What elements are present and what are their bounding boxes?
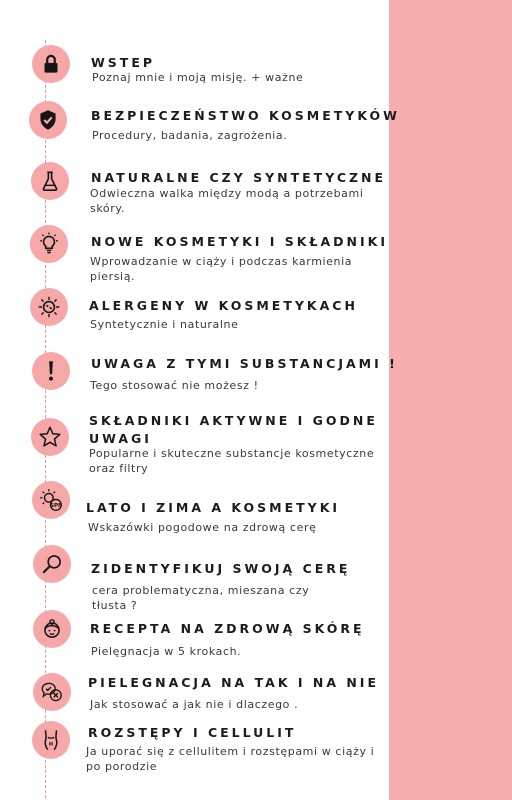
star-icon <box>31 418 69 456</box>
item-desc: Pielęgnacja w 5 krokach. <box>91 645 242 658</box>
svg-text:SPF: SPF <box>50 502 62 509</box>
item-desc: cera problematyczna, mieszana czy tłusta ? <box>92 584 310 612</box>
side-title <box>389 0 512 800</box>
face-icon <box>33 610 71 648</box>
item-title[interactable]: ALERGENY W KOSMETYKACH <box>89 298 358 313</box>
item-title[interactable]: ZIDENTYFIKUJ SWOJĄ CERĘ <box>91 561 351 576</box>
item-title[interactable]: WSTEP <box>91 55 156 70</box>
check-cross-icon <box>33 673 71 711</box>
item-desc: Tego stosować nie możesz ! <box>90 379 259 392</box>
allergen-icon <box>30 288 68 326</box>
flask-icon <box>31 162 69 200</box>
item-desc: Popularne i skuteczne substancje kosmetyczne oraz filtry <box>89 447 375 475</box>
magnifier-icon <box>33 545 71 583</box>
item-desc: Ja uporać się z cellulitem i rozstępami w ciąży i po porodzie <box>86 745 375 773</box>
item-desc: Jak stosować a jak nie i dlaczego . <box>90 698 299 711</box>
item-desc: Syntetycznie i naturalne <box>90 318 239 331</box>
item-title[interactable]: NOWE KOSMETYKI I SKŁADNIKI <box>91 234 388 249</box>
item-title[interactable]: BEZPIECZEŃSTWO KOSMETYKÓW <box>91 108 400 123</box>
item-title[interactable]: RECEPTA NA ZDROWĄ SKÓRĘ <box>90 621 365 636</box>
item-desc: Wskazówki pogodowe na zdrową cerę <box>88 521 317 534</box>
lock-icon <box>32 45 70 83</box>
item-title[interactable]: PIELEGNACJA NA TAK I NA NIE <box>88 675 379 690</box>
lightbulb-icon <box>30 225 68 263</box>
item-title[interactable]: NATURALNE CZY SYNTETYCZNE <box>91 170 387 185</box>
item-desc: Odwieczna walka między modą a potrzebami skóry. <box>90 187 364 215</box>
item-title[interactable]: LATO I ZIMA A KOSMETYKI <box>86 500 341 515</box>
sun-spf-icon <box>32 481 70 519</box>
item-desc: Poznaj mnie i moją misję. + ważne <box>92 71 304 84</box>
exclamation-icon <box>32 352 70 390</box>
item-desc: Wprowadzanie w ciąży i podczas karmienia piersią. <box>90 255 353 283</box>
item-title[interactable]: SKŁADNIKI AKTYWNE I GODNE UWAGI <box>89 413 378 446</box>
body-icon <box>32 721 70 759</box>
shield-check-icon <box>29 101 67 139</box>
item-title[interactable]: ROZSTĘPY I CELLULIT <box>88 725 297 740</box>
item-title[interactable]: UWAGA Z TYMI SUBSTANCJAMI ! <box>91 356 398 371</box>
item-desc: Procedury, badania, zagrożenia. <box>92 129 288 142</box>
